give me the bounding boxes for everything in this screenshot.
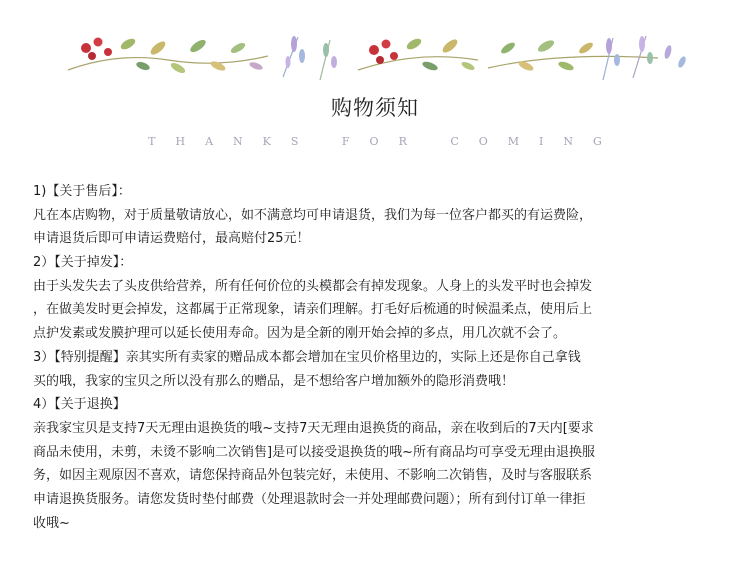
floral-vine-banner — [58, 22, 698, 92]
text-line: 点护发素或发膜护理可以延长使用寿命。因为是全新的刚开始会掉的多点，用几次就不会了。 — [33, 326, 567, 342]
text-line: 3）【特别提醒】亲其实所有卖家的赠品成本都会增加在宝贝价格里边的，实际上还是你自己拿钱 — [33, 349, 581, 365]
text-line: 务，如因主观原因不喜欢，请您保持商品外包装完好，未使用、不影响二次销售，及时与客服联系 — [33, 468, 593, 484]
text-line: 收哦~ — [33, 515, 70, 531]
text-line: 买的哦，我家的宝贝之所以没有那么的赠品，是不想给客户增加额外的隐形消费哦！ — [33, 373, 515, 389]
text-line: 申请退货后即可申请运费赔付，最高赔付25元！ — [33, 231, 310, 247]
text-line: 申请退换货服务。请您发货时垫付邮费（处理退款时会一并处理邮费问题）；所有到付订单一律拒 — [33, 491, 586, 507]
text-line: 由于头发失去了头皮供给营养，所有任何价位的头模都会有掉发现象。人身上的头发平时也会掉发 — [33, 278, 593, 294]
text-line: 2）【关于掉发】： — [33, 255, 133, 271]
page-subtitle: THANKS FOR COMING — [148, 135, 622, 148]
text-line: ，在做美发时更会掉发，这都属于正常现象，请亲们理解。打毛好后梳通的时候温柔点，使用后上 — [33, 302, 593, 318]
text-line: 亲我家宝贝是支持7天无理由退换货的哦~支持7天无理由退换货的商品，亲在收到后的7天内[要求 — [33, 420, 594, 436]
text-line: 1)【关于售后】： — [33, 184, 131, 199]
text-line: 凡在本店购物，对于质量敬请放心，如不满意均可申请退货，我们为每一位客户都买的有运费险， — [33, 207, 593, 223]
notice-body — [33, 180, 723, 535]
text-line: 商品未使用，未剪，未烫不影响二次销售]是可以接受退换货的哦~所有商品均可享受无理由退换服 — [33, 444, 595, 460]
page-title: 购物须知 — [331, 96, 419, 120]
text-line: 4）【关于退换】 — [33, 397, 126, 413]
